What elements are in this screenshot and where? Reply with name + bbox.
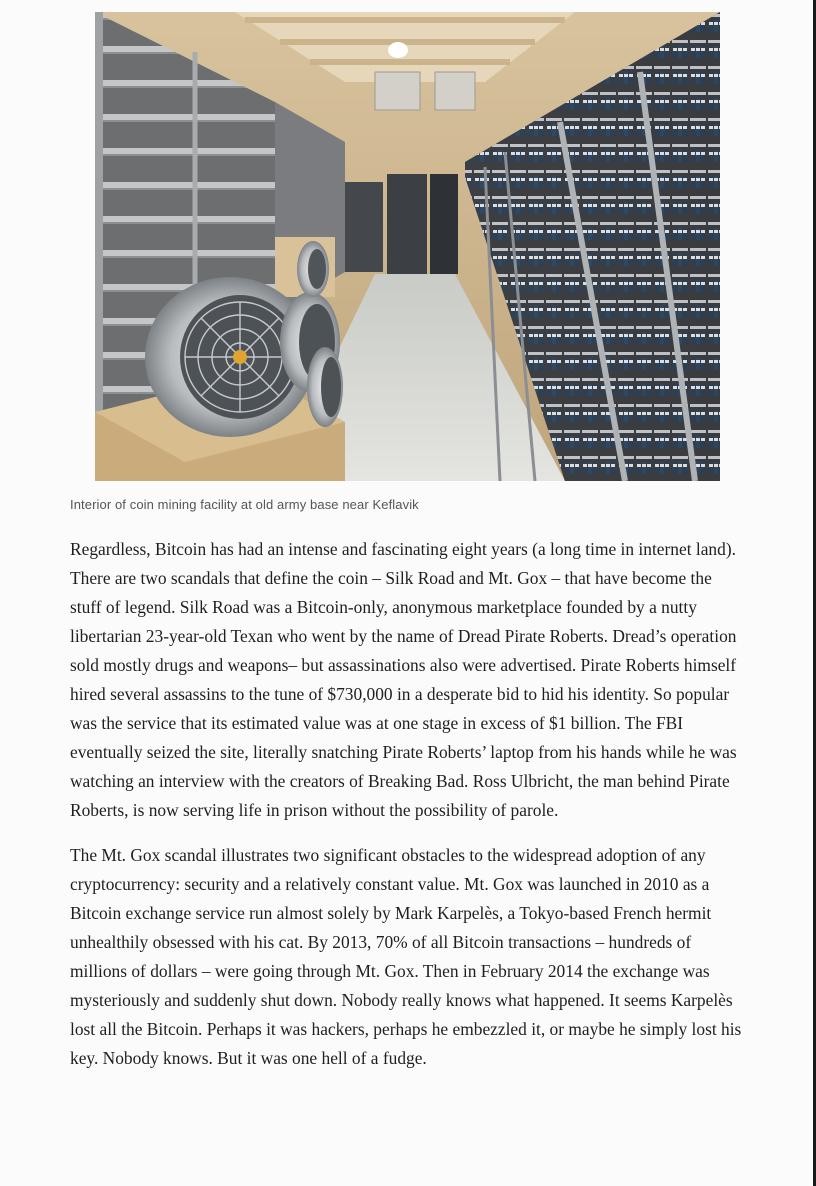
- mining-facility-photo: [95, 12, 720, 481]
- paragraph-silk-road: Regardless, Bitcoin has had an intense and fascinating eight years (a long time in internet land). There are two scandals that define the coin – Silk Road and Mt. Gox – that have become the stuff of legend. Silk Road was a Bitcoin-only, anonymous marketplace founded by a nutty libertarian 23-year-old Texan who went by the name of Dread Pirate Roberts. Dread’s operation sold mostly drugs and weapons– but assassinations also were advertised. Pirate Roberts himself hired several assassins to the tune of $730,000 in a desperate bid to hid his identity. So popular was the service that its estimated value was at one stage in excess of $1 billion. The FBI eventually seized the site, literally snatching Pirate Roberts’ laptop from his hands while he was watching an interview with the creators of Breaking Bad. Ross Ulbricht, the man behind Pirate Roberts, is now serving life in prison without the possibility of parole.: [70, 539, 737, 820]
- article-body: [70, 535, 746, 1089]
- article-photo: [95, 12, 720, 481]
- paragraph-mt-gox: The Mt. Gox scandal illustrates two significant obstacles to the widespread adoption of any cryptocurrency: security and a relatively constant value. Mt. Gox was launched in 2010 as a Bitcoin exchange service run almost solely by Mark Karpelès, a Tokyo-based French hermit unhealthily obsessed with his cat. By 2013, 70% of all Bitcoin transactions – hundreds of millions of dollars – were going through Mt. Gox. Then in February 2014 the exchange was mysteriously and suddenly shut down. Nobody really knows what happened. It seems Karpelès lost all the Bitcoin. Perhaps it was hackers, perhaps he embezzled it, or maybe he simply lost his key. Nobody knows. But it was one hell of a fudge.: [70, 845, 742, 1068]
- photo-caption: Interior of coin mining facility at old army base near Keflavik: [70, 497, 419, 512]
